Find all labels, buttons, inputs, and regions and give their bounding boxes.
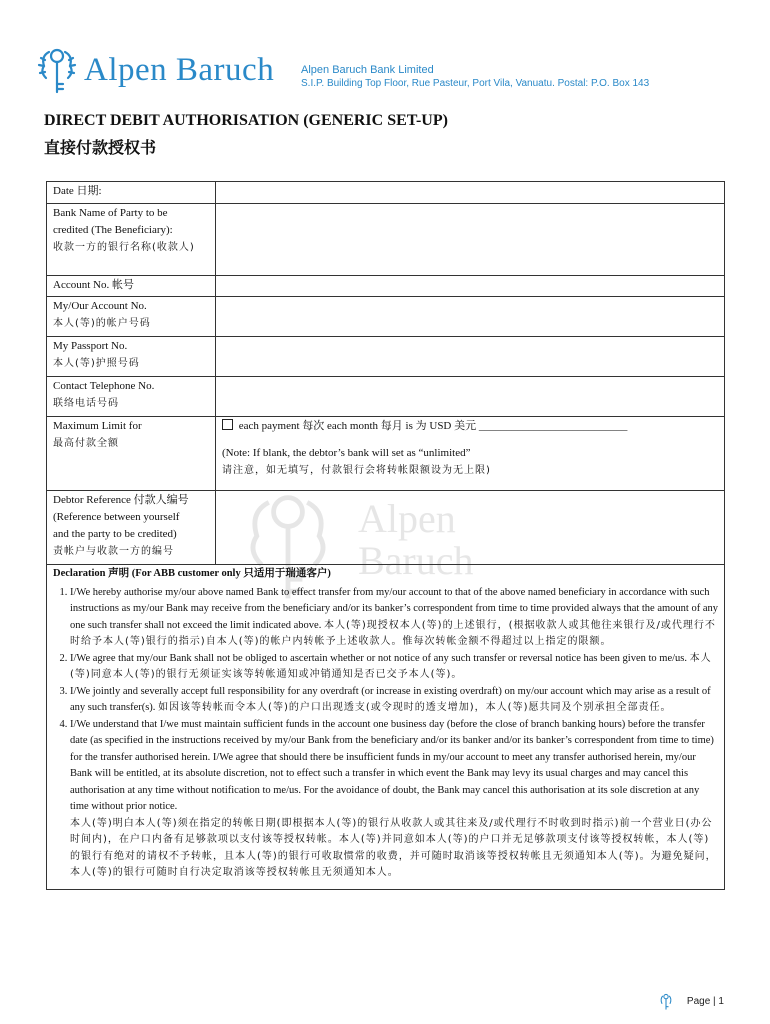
logo-wordmark: Alpen Baruch: [84, 52, 275, 88]
max-limit-field[interactable]: [216, 417, 725, 491]
declaration-item: [70, 717, 718, 882]
passport-label: [47, 337, 216, 377]
declaration-item-zh: 本人(等)现授权本人(等)的上述银行，(根据收款人或其他往来银行及/或代理行不时给予本人(等)银行的指示)自本人(等)的帐户内转帐予上述收款人。惟每次转帐金额不得超过以上指定的限额。: [70, 619, 716, 647]
bank-address: S.I.P. Building Top Floor, Rue Pasteur, Port Vila, Vanuatu. Postal: P.O. Box 143: [301, 78, 650, 89]
key-logo-icon: [36, 46, 78, 96]
debtor-ref-label-line2: (Reference between yourself: [53, 511, 180, 523]
letterhead: [36, 44, 736, 100]
declaration-section: [47, 565, 725, 890]
declaration-item-zh: 如因该等转帐而令本人(等)的户口出现透支(或令现时的透支增加)，本人(等)愿共同及个别承担全部责任。: [158, 702, 672, 713]
debtor-ref-label-line1: Debtor Reference 付款人编号: [53, 494, 189, 506]
phone-field[interactable]: [216, 377, 725, 417]
beneficiary-bank-field[interactable]: [216, 204, 725, 276]
phone-label-en: Contact Telephone No.: [53, 380, 155, 392]
declaration-item-en: I/We understand that I/we must maintain sufficient funds in the account one business day (before the close of branch banking hours) before the transfer date (as specified in the instructions received by my/our Bank from the beneficiary and/or its banker and/or its banker’s correspondent from time to time) for the transfer authorised herein. I/We agree that should there be insufficient funds in my/our account to meet any transfer authorised herein, my/our Bank will be entitled, at its absolute discretion, not to effect such a transfer in which event the Bank may levy its usual charges and may cancel this authorisation at any time without notification to me/us. For the avoidance of doubt, the Bank may cancel this authorisation at its sole discretion at any time without prior notice.: [70, 718, 714, 812]
declaration-item-zh: 本人(等)明白本人(等)须在指定的转帐日期(即根据本人(等)的银行从收款人或其往来及/或代理行不时收到时指示)前一个营业日(办公时间内)，在户口内备有足够款项以支付该等授权转帐。本人(等)并同意如本人(等)的户口并无足够款项支付该等授权转帐，本人(等)的银行有绝对的请权不予转帐，且本人(等)的银行可收取惯常的收费，并可随时取消该等授权转帐且无须通知本人(等)。为避免疑问，本人(等)的银行可随时自行决定取消该等授权转帐且无须通知本人。: [70, 817, 717, 878]
beneficiary-bank-label-line2: credited (The Beneficiary):: [53, 224, 173, 236]
date-label: Date 日期:: [47, 182, 216, 204]
phone-label: [47, 377, 216, 417]
max-limit-note-zh: 请注意，如无填写，付款银行会将转帐限额设为无上限): [222, 465, 491, 476]
max-limit-options[interactable]: [222, 418, 718, 435]
declaration-item-en: I/We hereby authorise my/our above named Bank to effect transfer from my/our account to that of the above named beneficiary in accordance with such instructions as my/our Bank may receive from the beneficiary and/or its banker’s correspondent from time to time provided always that the amount of any one such transfer shall not exceed the limit indicated above.: [70, 586, 718, 631]
form-title-zh: 直接付款授权书: [44, 138, 157, 157]
authorisation-form: [46, 181, 725, 890]
beneficiary-bank-label: [47, 204, 216, 276]
watermark-line1: Alpen: [358, 496, 456, 541]
account-no-label: Account No. 帐号: [47, 276, 216, 297]
bank-name: Alpen Baruch Bank Limited: [301, 64, 434, 76]
passport-label-zh: 本人(等)护照号码: [53, 358, 140, 369]
beneficiary-bank-label-line1: Bank Name of Party to be: [53, 207, 168, 219]
my-account-field[interactable]: [216, 297, 725, 337]
key-logo-icon: [657, 993, 675, 1011]
passport-label-en: My Passport No.: [53, 340, 128, 352]
max-limit-text: each payment 每次 each month 每月 is 为 USD 美元 ___________________________: [236, 420, 628, 432]
beneficiary-bank-label-zh: 收款一方的银行名称(收款人): [53, 242, 195, 253]
debtor-ref-label-zh: 责帐户与收款一方的编号: [53, 546, 174, 557]
phone-label-zh: 联络电话号码: [53, 398, 119, 409]
passport-field[interactable]: [216, 337, 725, 377]
page-number: Page | 1: [686, 996, 724, 1007]
debtor-ref-label: [47, 491, 216, 565]
debtor-ref-label-line3: and the party to be credited): [53, 528, 177, 540]
max-limit-label-en: Maximum Limit for: [53, 420, 142, 432]
debtor-ref-field[interactable]: [216, 491, 725, 565]
form-title-en: DIRECT DEBIT AUTHORISATION (GENERIC SET-UP): [44, 112, 448, 129]
page-footer: [687, 996, 724, 1007]
declaration-heading: Declaration 声明 (For ABB customer only 只适用于瑞通客户): [53, 568, 331, 579]
max-limit-note-en: (Note: If blank, the debtor’s bank will set as “unlimited”: [222, 447, 471, 459]
max-limit-label: [47, 417, 216, 491]
account-no-field[interactable]: [216, 276, 725, 297]
my-account-label-zh: 本人(等)的帐户号码: [53, 318, 151, 329]
declaration-item: [70, 651, 718, 684]
my-account-label: [47, 297, 216, 337]
declaration-item-en: I/We jointly and severally accept full responsibility for any overdraft (or increase in existing overdraft) on my/our account which may arise as a result of any such transfer(s).: [70, 685, 711, 713]
declaration-item-zh: 本人(等)同意本人(等)的银行无须证实该等转帐通知或冲销通知是否已交予本人(等)。: [70, 652, 712, 680]
my-account-label-en: My/Our Account No.: [53, 300, 147, 312]
declaration-item: [70, 585, 718, 651]
date-field[interactable]: [216, 182, 725, 204]
watermark-line2: Baruch: [358, 538, 474, 583]
checkbox-icon[interactable]: [222, 419, 233, 430]
declaration-list: [53, 585, 718, 882]
declaration-item: [70, 684, 718, 717]
declaration-item-en: I/We agree that my/our Bank shall not be obliged to ascertain whether or not notice of any such transfer or reversal notice has been given to me/us.: [70, 652, 687, 664]
max-limit-label-zh: 最高付款全额: [53, 438, 119, 449]
